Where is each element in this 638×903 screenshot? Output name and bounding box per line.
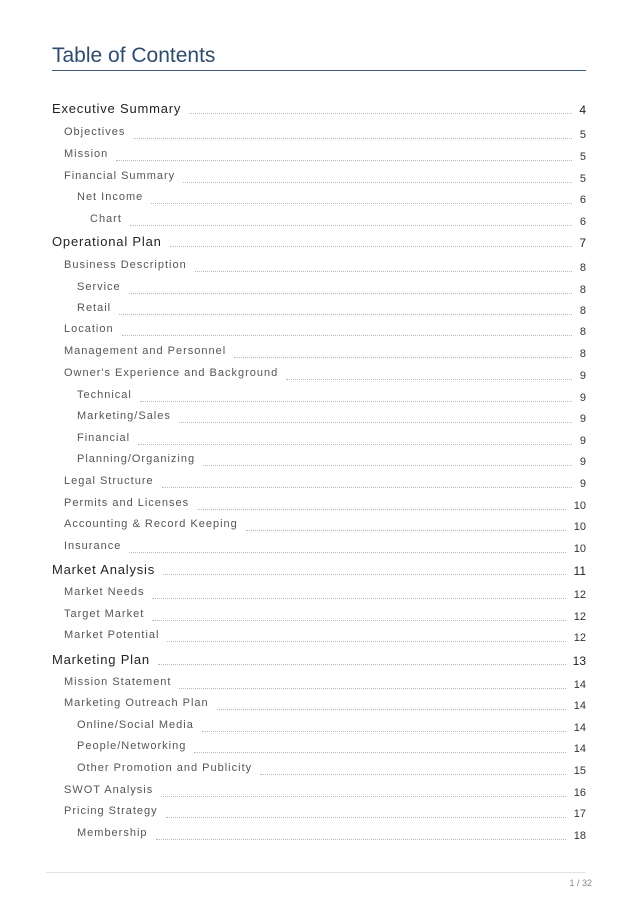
toc-entry-label: Target Market: [64, 608, 145, 620]
toc-page-number: 12: [573, 632, 586, 644]
toc-entry[interactable]: [0, 607, 638, 627]
toc-entry-label: Business Description: [64, 259, 187, 271]
toc-entry[interactable]: [0, 804, 638, 824]
toc-page-number: 14: [573, 700, 586, 712]
toc-page-number: 7: [579, 236, 586, 250]
dot-leader: [195, 271, 572, 272]
toc-page-number: 10: [573, 543, 586, 555]
toc-entry[interactable]: [0, 452, 638, 472]
toc-entry[interactable]: [0, 675, 638, 695]
dot-leader: [189, 113, 572, 114]
toc-page-number: 9: [579, 370, 586, 382]
toc-entry[interactable]: [0, 496, 638, 516]
toc-entry[interactable]: [0, 539, 638, 559]
toc-entry[interactable]: [0, 169, 638, 189]
toc-entry-label: Accounting & Record Keeping: [64, 518, 238, 530]
page-title: Table of Contents: [52, 44, 216, 67]
dot-leader: [119, 314, 572, 315]
toc-page-number: 5: [579, 151, 586, 163]
toc-entry[interactable]: [0, 585, 638, 605]
toc-entry-label: Owner's Experience and Background: [64, 367, 279, 379]
toc-page-number: 17: [573, 808, 586, 820]
toc-entry[interactable]: [0, 190, 638, 210]
toc-page-number: 14: [573, 679, 586, 691]
dot-leader: [166, 817, 566, 818]
dot-leader: [129, 293, 572, 294]
dot-leader: [163, 574, 566, 575]
dot-leader: [170, 246, 572, 247]
toc-entry-label: Membership: [77, 827, 148, 839]
toc-entry[interactable]: [0, 344, 638, 364]
dot-leader: [203, 465, 572, 466]
toc-entry[interactable]: [0, 234, 638, 254]
toc-page-number: 16: [573, 787, 586, 799]
toc-page-number: 6: [579, 216, 586, 228]
toc-page-number: 6: [579, 194, 586, 206]
toc-entry-label: Location: [64, 323, 114, 335]
toc-entry[interactable]: [0, 258, 638, 278]
toc-page-number: 5: [579, 173, 586, 185]
toc-entry[interactable]: [0, 783, 638, 803]
dot-leader: [122, 335, 572, 336]
toc-entry-label: Objectives: [64, 126, 126, 138]
toc-entry-label: Financial Summary: [64, 170, 176, 182]
toc-entry-label: Chart: [90, 213, 122, 225]
dot-leader: [286, 379, 572, 380]
dot-leader: [179, 688, 566, 689]
toc-entry-label: Planning/Organizing: [77, 453, 196, 465]
toc-entry[interactable]: [0, 826, 638, 846]
toc-entry[interactable]: [0, 628, 638, 648]
dot-leader: [129, 552, 566, 553]
toc-page-number: 9: [579, 456, 586, 468]
toc-entry-label: Marketing Outreach Plan: [64, 697, 209, 709]
dot-leader: [179, 422, 572, 423]
dot-leader: [152, 620, 566, 621]
toc-entry[interactable]: [0, 301, 638, 321]
toc-entry-label: Management and Personnel: [64, 345, 227, 357]
toc-entry[interactable]: [0, 761, 638, 781]
toc-entry[interactable]: [0, 212, 638, 232]
toc-entry-label: Service: [77, 281, 121, 293]
toc-entry-label: Mission Statement: [64, 676, 172, 688]
toc-entry[interactable]: [0, 562, 638, 582]
toc-entry-label: Market Analysis: [52, 562, 156, 577]
toc-page-number: 18: [573, 830, 586, 842]
toc-entry[interactable]: [0, 696, 638, 716]
toc-entry[interactable]: [0, 474, 638, 494]
toc-entry-label: Online/Social Media: [77, 719, 194, 731]
toc-entry-label: Mission: [64, 148, 109, 160]
toc-page-number: 14: [573, 743, 586, 755]
dot-leader: [246, 530, 566, 531]
toc-page-number: 9: [579, 478, 586, 490]
dot-leader: [197, 509, 566, 510]
toc-entry[interactable]: [0, 147, 638, 167]
toc-entry-label: Financial: [77, 432, 131, 444]
title-divider: [52, 70, 586, 71]
toc-page-number: 8: [579, 305, 586, 317]
toc-page-number: 15: [573, 765, 586, 777]
toc-entry[interactable]: [0, 366, 638, 386]
toc-page-number: 8: [579, 262, 586, 274]
toc-entry-label: People/Networking: [77, 740, 187, 752]
toc-entry-label: Marketing/Sales: [77, 410, 171, 422]
toc-entry-label: Legal Structure: [64, 475, 154, 487]
toc-entry-label: Market Potential: [64, 629, 160, 641]
toc-entry[interactable]: [0, 101, 638, 121]
toc-entry-label: Retail: [77, 302, 112, 314]
toc-entry[interactable]: [0, 431, 638, 451]
dot-leader: [156, 839, 566, 840]
footer-divider: [46, 872, 586, 873]
toc-page-number: 8: [579, 326, 586, 338]
toc-entry-label: Technical: [77, 389, 132, 401]
toc-entry-label: Marketing Plan: [52, 652, 150, 667]
toc-page-number: 12: [573, 611, 586, 623]
toc-page-number: 9: [579, 435, 586, 447]
toc-entry-label: Permits and Licenses: [64, 497, 190, 509]
toc-entry[interactable]: [0, 409, 638, 429]
toc-entry[interactable]: [0, 517, 638, 537]
dot-leader: [152, 598, 566, 599]
toc-page-number: 9: [579, 392, 586, 404]
toc-entry[interactable]: [0, 388, 638, 408]
toc-page-number: 8: [579, 348, 586, 360]
toc-entry[interactable]: [0, 322, 638, 342]
toc-page-number: 14: [573, 722, 586, 734]
toc-entry-label: Other Promotion and Publicity: [77, 762, 253, 774]
dot-leader: [161, 796, 566, 797]
dot-leader: [194, 752, 566, 753]
dot-leader: [140, 401, 572, 402]
toc-entry-label: Net Income: [77, 191, 144, 203]
toc-entry-label: Pricing Strategy: [64, 805, 158, 817]
dot-leader: [167, 641, 566, 642]
toc-page-number: 9: [579, 413, 586, 425]
toc-entry-label: Operational Plan: [52, 234, 162, 249]
toc-entry-label: SWOT Analysis: [64, 784, 154, 796]
dot-leader: [158, 664, 566, 665]
page-indicator: 1 / 32: [569, 878, 592, 888]
dot-leader: [138, 444, 572, 445]
toc-page-number: 13: [572, 654, 586, 668]
toc-page-number: 4: [579, 103, 586, 117]
toc-page-number: 8: [579, 284, 586, 296]
dot-leader: [202, 731, 566, 732]
dot-leader: [260, 774, 566, 775]
toc-page-number: 10: [573, 500, 586, 512]
dot-leader: [151, 203, 572, 204]
toc-entry-label: Market Needs: [64, 586, 145, 598]
dot-leader: [183, 182, 572, 183]
dot-leader: [133, 138, 572, 139]
dot-leader: [162, 487, 572, 488]
toc-entry[interactable]: [0, 652, 638, 672]
toc-entry[interactable]: [0, 718, 638, 738]
toc-page-number: 11: [573, 564, 586, 578]
toc-page-number: 10: [573, 521, 586, 533]
toc-entry[interactable]: [0, 280, 638, 300]
dot-leader: [130, 225, 572, 226]
toc-entry[interactable]: [0, 739, 638, 759]
dot-leader: [116, 160, 572, 161]
toc-entry-label: Executive Summary: [52, 101, 182, 116]
toc-entry[interactable]: [0, 125, 638, 145]
toc-entry-label: Insurance: [64, 540, 122, 552]
dot-leader: [217, 709, 566, 710]
dot-leader: [234, 357, 572, 358]
toc-page-number: 12: [573, 589, 586, 601]
toc-page-number: 5: [579, 129, 586, 141]
